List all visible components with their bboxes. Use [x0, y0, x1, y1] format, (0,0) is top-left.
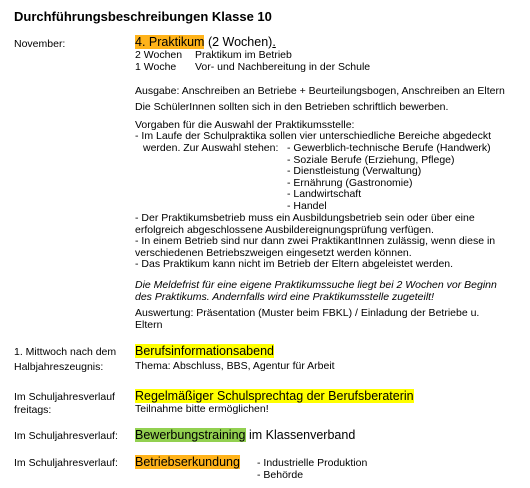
sprechtag-highlight: Regelmäßiger Schulsprechtag der Berufsberaterin — [135, 389, 414, 403]
vorgaben-line: werden. Zur Auswahl stehen: — [143, 142, 279, 154]
bewerbung-rest: im Klassenverband — [245, 428, 356, 442]
bewerben-text: Die SchülerInnen sollten sich in den Betrieben schriftlich bewerben. — [135, 101, 449, 113]
schedule-row — [135, 62, 370, 74]
berufsinfo-heading — [135, 344, 274, 358]
rule-line: - Der Praktikumsbetrieb muss ein Ausbildungsbetrieb sein oder über eine — [135, 212, 475, 224]
berufsinfo-highlight: Berufsinformationsabend — [135, 344, 274, 358]
vorgaben-title: Vorgaben für die Auswahl der Praktikumsstelle: — [135, 119, 355, 131]
berufsinfo-label: Halbjahreszeugnis: — [14, 361, 104, 373]
bewerbung-label: Im Schuljahresverlauf: — [14, 430, 118, 442]
bewerbung-heading — [135, 428, 355, 442]
rule-line: - Das Praktikum kann nicht im Betrieb der Eltern abgeleistet werden. — [135, 258, 454, 271]
sprechtag-detail: Teilnahme bitte ermöglichen! — [135, 403, 269, 415]
praktikum-heading — [135, 35, 276, 49]
erkundung-item: - Behörde — [257, 468, 304, 481]
ausgabe-text: Ausgabe: Anschreiben an Betriebe + Beurteilungsbogen, Anschreiben an Eltern — [135, 85, 505, 97]
schedule-duration: 1 Woche — [135, 61, 177, 73]
erkundung-item: - Industrielle Produktion — [257, 457, 368, 469]
vorgaben-line: - Im Laufe der Schulpraktika sollen vier unterschiedliche Bereiche abgedeckt — [135, 130, 492, 142]
praktikum-heading-mark: . — [272, 35, 276, 49]
november-label: November: — [14, 38, 66, 50]
erkundung-list — [257, 458, 367, 481]
page-title: Durchführungsbeschreibungen Klasse 10 — [14, 9, 272, 24]
bewerbung-highlight: Bewerbungstraining — [135, 428, 246, 442]
rules-list — [135, 213, 495, 271]
bereich-item: - Soziale Berufe (Erziehung, Pflege) — [287, 153, 455, 166]
bereich-item: - Gewerblich-technische Berufe (Handwerk) — [287, 142, 491, 154]
erkundung-label: Im Schuljahresverlauf: — [14, 457, 118, 469]
rule-line: erfolgreich abgeschlossene Ausbildereignungsprüfung verfügen. — [135, 223, 434, 236]
berufsinfo-detail: Thema: Abschluss, BBS, Agentur für Arbeit — [135, 360, 335, 372]
schedule-description: Praktikum im Betrieb — [195, 49, 292, 61]
bereiche-list — [287, 143, 491, 213]
bereich-item: - Dienstleistung (Verwaltung) — [287, 165, 422, 178]
auswertung-line: Eltern — [135, 318, 163, 331]
sprechtag-label: Im Schuljahresverlauf — [14, 391, 115, 403]
schedule-duration: 2 Wochen — [135, 49, 183, 61]
schedule-row — [135, 50, 292, 62]
praktikum-duration: (2 Wochen) — [204, 35, 273, 49]
sprechtag-heading — [135, 389, 414, 403]
meldefrist-line: des Praktikums. Andernfalls wird eine Praktikumsstelle zugeteilt! — [135, 290, 434, 303]
erkundung-highlight: Betriebserkundung — [135, 455, 240, 469]
bereich-item: - Handel — [287, 199, 327, 212]
bereich-item: - Ernährung (Gastronomie) — [287, 176, 413, 189]
bereich-item: - Landwirtschaft — [287, 188, 362, 201]
praktikum-highlight: 4. Praktikum — [135, 35, 205, 49]
berufsinfo-label: 1. Mittwoch nach dem — [14, 346, 117, 358]
auswertung-line: Auswertung: Präsentation (Muster beim FBKL) / Einladung der Betriebe u. — [135, 307, 480, 319]
auswertung-note — [135, 308, 479, 331]
rule-line: verschiedenen Betriebszweigen eingesetzt werden können. — [135, 246, 412, 259]
sprechtag-label: freitags: — [14, 404, 52, 416]
meldefrist-line: Die Meldefrist für eine eigene Praktikumssuche liegt bei 2 Wochen vor Beginn — [135, 279, 497, 291]
meldefrist-note — [135, 280, 497, 303]
schedule-description: Vor- und Nachbereitung in der Schule — [195, 61, 371, 73]
erkundung-heading — [135, 455, 240, 469]
rule-line: - In einem Betrieb sind nur dann zwei PraktikantInnen zulässig, wenn diese in — [135, 235, 496, 248]
